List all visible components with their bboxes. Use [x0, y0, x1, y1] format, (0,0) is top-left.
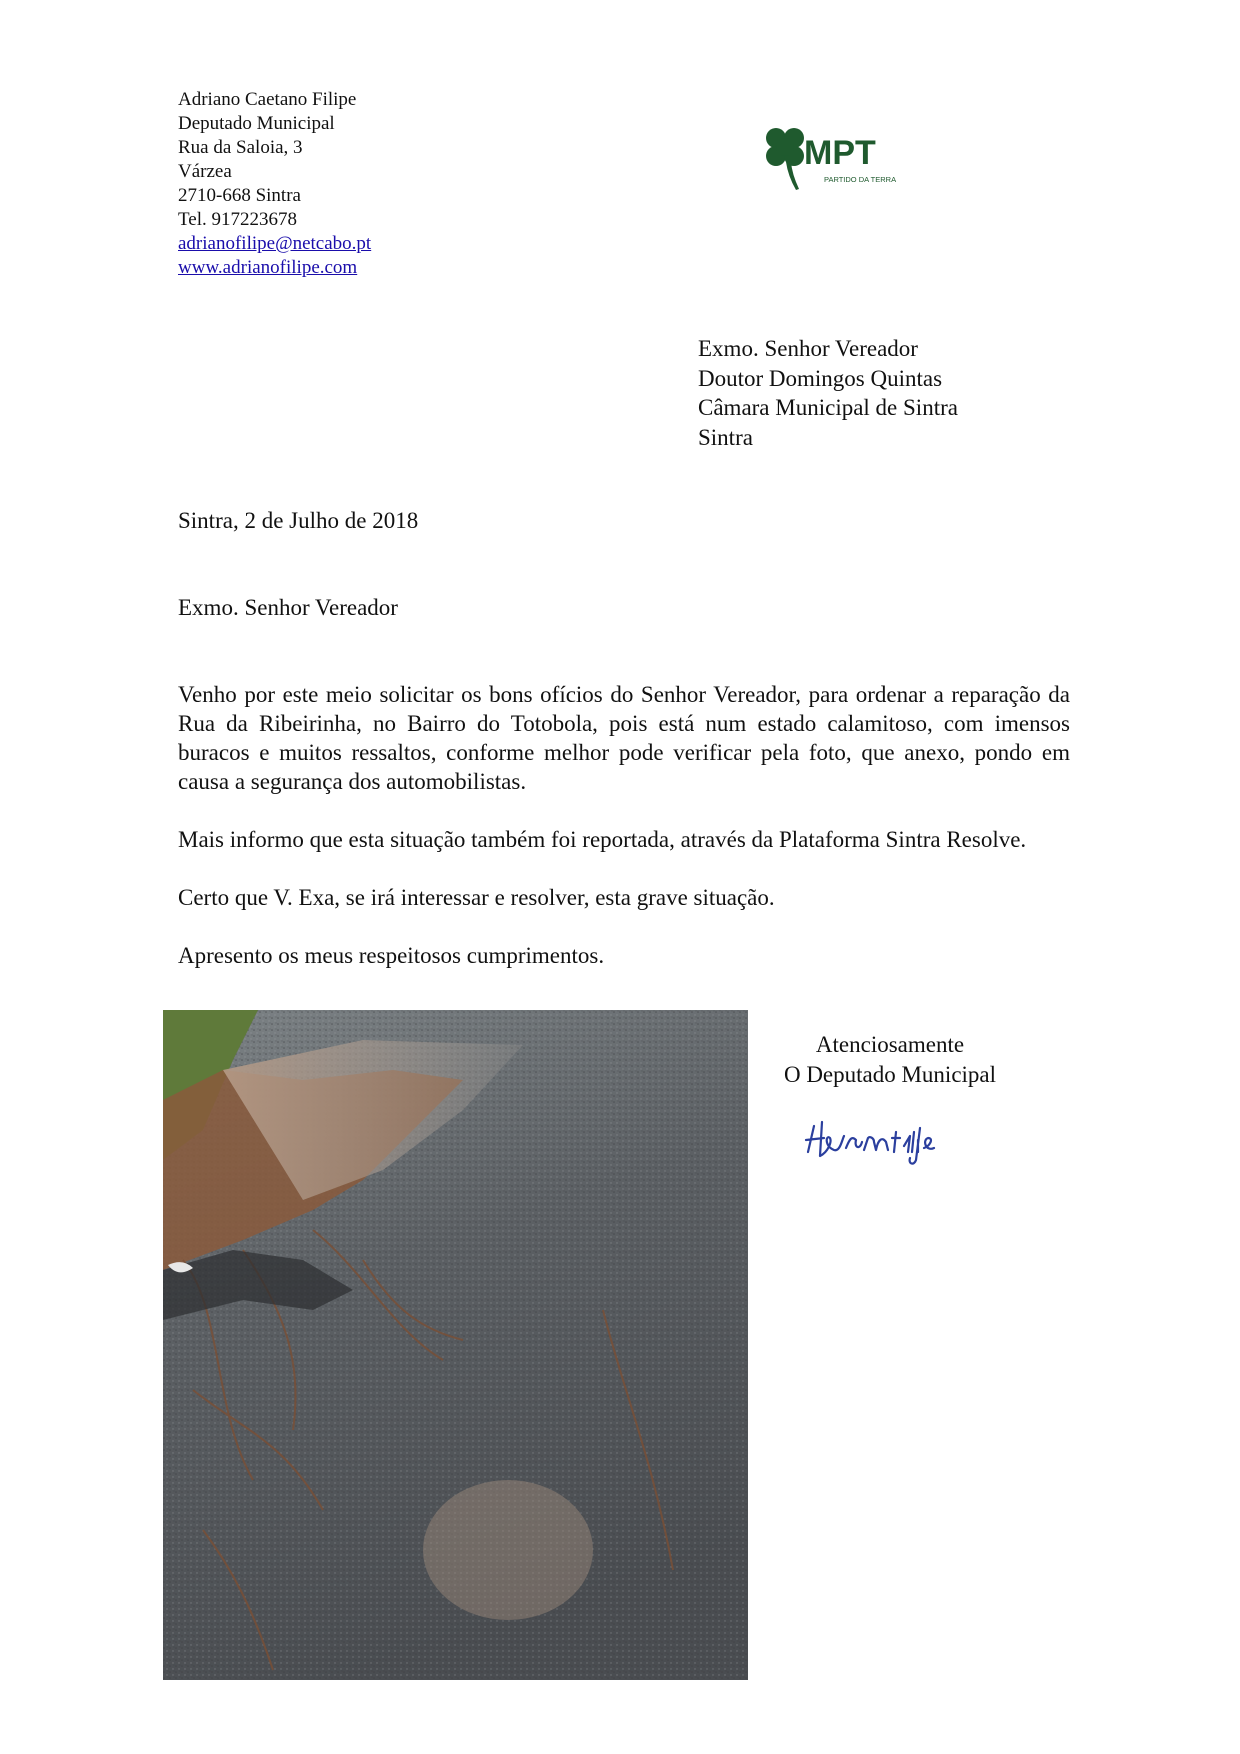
- date-line: Sintra, 2 de Julho de 2018: [178, 508, 419, 533]
- party-logo: [762, 124, 912, 196]
- sender-locality: Várzea: [178, 161, 232, 182]
- four-leaf-clover-icon: [762, 124, 912, 196]
- body-paragraph-4: Apresento os meus respeitosos cumprimentos.: [178, 943, 605, 968]
- sender-phone: Tel. 917223678: [178, 209, 297, 230]
- body-paragraph-3: Certo que V. Exa, se irá interessar e resolver, esta grave situação.: [178, 885, 775, 910]
- recipient-line-1: Exmo. Senhor Vereador: [698, 336, 918, 361]
- road-photo: [163, 1010, 748, 1680]
- closing-block: [770, 1030, 1010, 1089]
- recipient-line-3: Câmara Municipal de Sintra: [698, 395, 958, 420]
- recipient-line-2: Doutor Domingos Quintas: [698, 365, 943, 391]
- salutation: Exmo. Senhor Vereador: [178, 595, 398, 620]
- handwritten-signature: [800, 1112, 1000, 1172]
- recipient-block: [698, 334, 958, 452]
- sender-block: [178, 88, 371, 280]
- letter-body: [178, 680, 1070, 999]
- body-paragraph-1: Venho por este meio solicitar os bons ofícios do Senhor Vereador, para ordenar a reparação da Rua da Ribeirinha, no Bairro do Totobola, pois está num estado calamitoso, com imensos buracos e muitos ressaltos, conforme melhor pode verificar pela foto, que anexo, pondo em causa a segurança dos automobilistas.: [178, 682, 1070, 794]
- sender-postal: 2710-668 Sintra: [178, 185, 301, 206]
- sender-website-link[interactable]: www.adrianofilipe.com: [178, 257, 358, 278]
- closing-line-2: O Deputado Municipal: [783, 1061, 997, 1087]
- sender-email-link[interactable]: adrianofilipe@netcabo.pt: [178, 233, 372, 254]
- sender-role: Deputado Municipal: [178, 113, 335, 134]
- closing-line-1: Atenciosamente: [815, 1032, 965, 1057]
- sender-name: Adriano Caetano Filipe: [178, 89, 357, 110]
- body-paragraph-2: Mais informo que esta situação também foi reportada, através da Plataforma Sintra Resolve.: [178, 827, 1027, 852]
- logo-subtext: PARTIDO DA TERRA: [824, 175, 897, 184]
- recipient-line-4: Sintra: [698, 424, 753, 450]
- sender-street: Rua da Saloia, 3: [178, 137, 303, 158]
- logo-text: MPT: [804, 134, 876, 172]
